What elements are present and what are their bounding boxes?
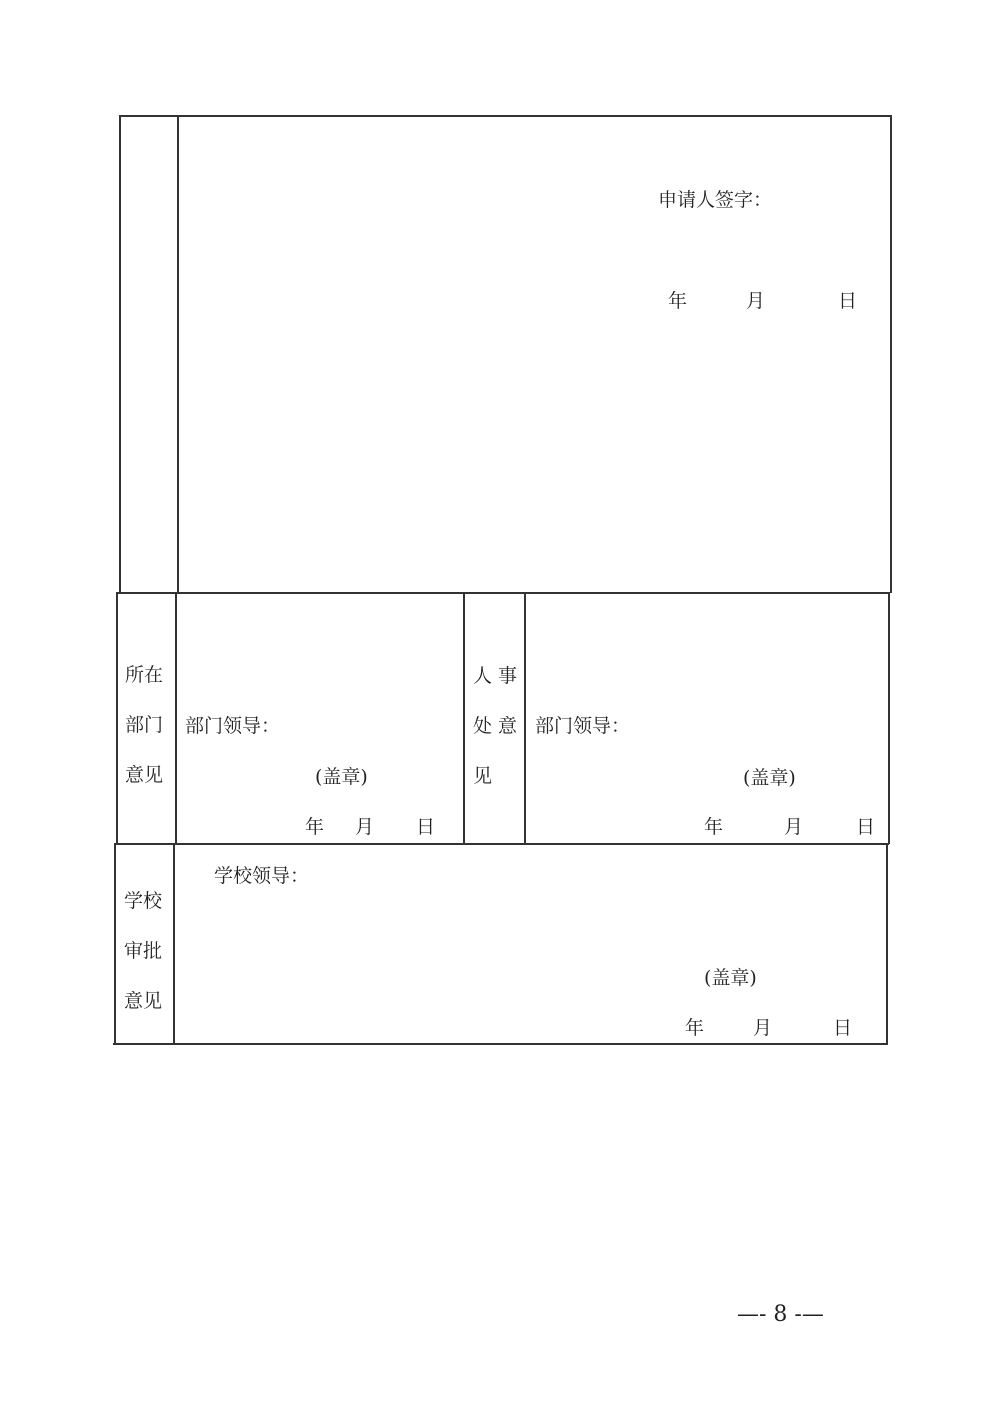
table-border-bottom: [113, 1043, 888, 1045]
school-seal-label: (盖章): [704, 967, 757, 989]
hr-date-day: 日: [856, 816, 876, 838]
table-border-right-middle: [888, 592, 890, 844]
applicant-date-year: 年: [668, 290, 688, 312]
table-border-top: [119, 115, 892, 117]
school-date-day: 日: [833, 1017, 853, 1039]
label-column-divider-top: [177, 115, 179, 593]
hr-opinion-title-line: 处 意: [473, 715, 518, 737]
hr-date-month: 月: [784, 816, 804, 838]
hr-opinion-title-line: 见: [473, 765, 493, 787]
school-approval-title-line: 学校: [124, 890, 163, 912]
hr-label-divider-left: [463, 592, 465, 844]
dept-opinion-title: [125, 650, 163, 800]
school-approval-title: [124, 876, 162, 1026]
table-border-left-bottom: [114, 843, 116, 1045]
dept-date-month: 月: [355, 816, 375, 838]
table-border-left-middle: [116, 592, 118, 844]
label-column-divider-middle: [175, 592, 177, 844]
applicant-date-day: 日: [838, 290, 858, 312]
school-approval-title-line: 意见: [124, 990, 163, 1012]
school-approval-title-line: 审批: [124, 940, 163, 962]
table-border-left-top: [119, 115, 121, 593]
school-leader-label: 学校领导：: [214, 865, 310, 887]
table-border-right-bottom: [886, 843, 888, 1045]
table-divider-middle-bottom: [114, 843, 889, 845]
applicant-date-month: 月: [746, 290, 766, 312]
hr-label-divider-right: [524, 592, 526, 844]
school-date-year: 年: [685, 1017, 705, 1039]
hr-opinion-title-line: 人 事: [473, 665, 518, 687]
page-number: —- 8 -—: [737, 1302, 824, 1327]
hr-opinion-title: [473, 651, 517, 801]
dept-opinion-title-line: 部门: [125, 714, 164, 736]
hr-date-year: 年: [704, 816, 724, 838]
applicant-signature-label: 申请人签字：: [658, 189, 773, 211]
table-divider-top-middle: [116, 592, 890, 594]
dept-opinion-title-line: 意见: [125, 764, 164, 786]
hr-leader-label: 部门领导：: [535, 715, 631, 737]
table-border-right-top: [890, 115, 892, 593]
hr-seal-label: (盖章): [743, 767, 796, 789]
school-date-month: 月: [753, 1017, 773, 1039]
dept-seal-label: (盖章): [315, 766, 368, 788]
dept-date-year: 年: [305, 816, 325, 838]
label-column-divider-bottom: [173, 843, 175, 1045]
dept-date-day: 日: [416, 816, 436, 838]
dept-leader-label: 部门领导：: [185, 715, 281, 737]
dept-opinion-title-line: 所在: [125, 664, 164, 686]
